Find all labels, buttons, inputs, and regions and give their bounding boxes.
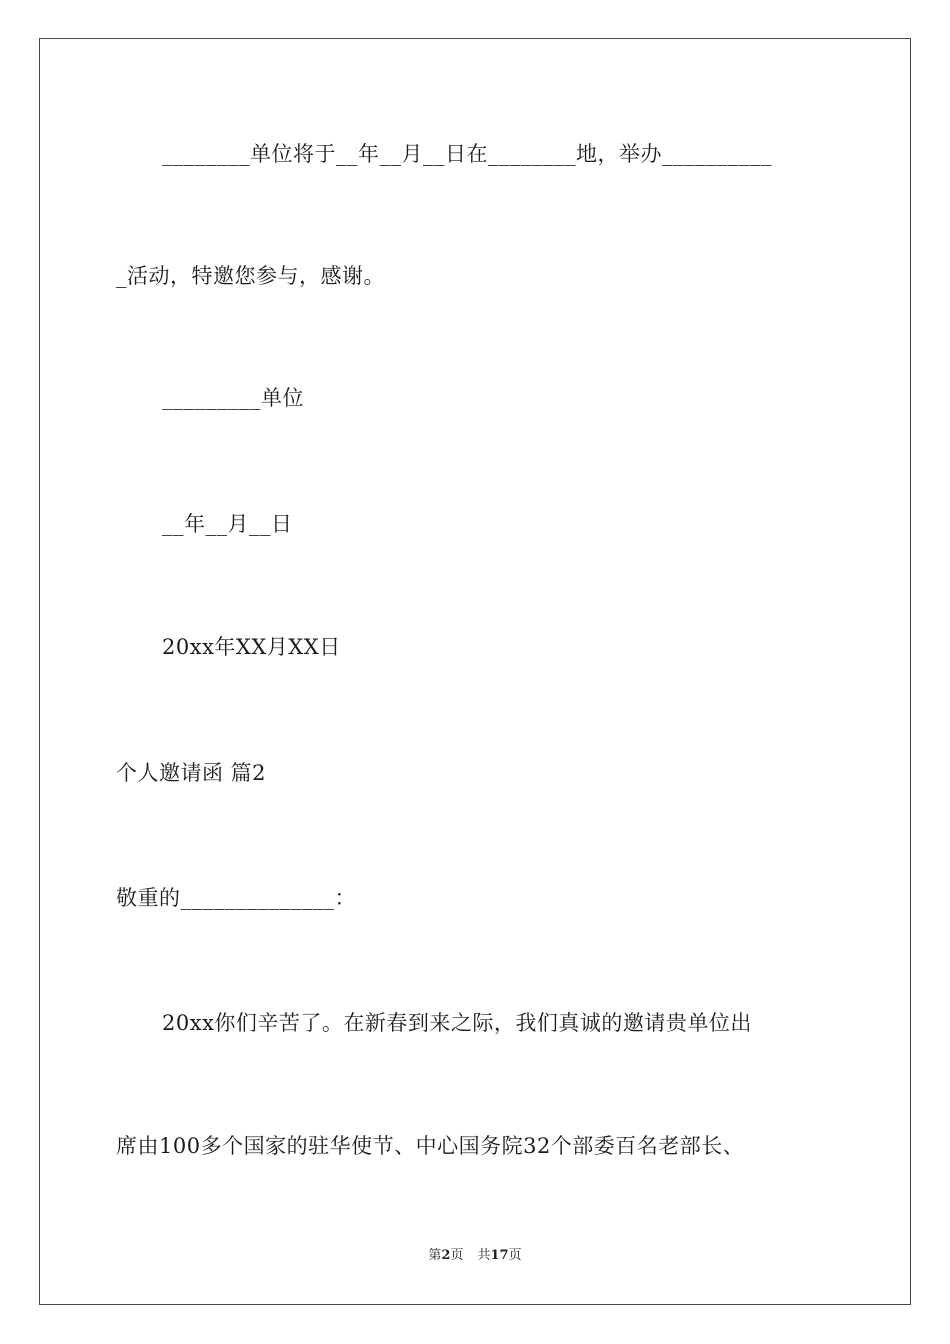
invitation-line-2: _活动，特邀您参与，感谢。	[116, 264, 385, 288]
document-date: 20xx年XX月XX日	[162, 635, 341, 659]
footer-total-prefix: 共	[477, 1248, 491, 1263]
footer-total-pages: 17	[490, 1248, 509, 1263]
footer-page-prefix: 第	[428, 1248, 442, 1263]
footer-page-suffix: 页	[450, 1248, 464, 1263]
invitation-line-1: ________单位将于__年__月__日在________地，举办__________	[162, 142, 772, 166]
footer-page-number: 2	[441, 1248, 451, 1263]
footer-total-suffix: 页	[508, 1248, 522, 1263]
page-border	[39, 38, 911, 1305]
body-paragraph-line-2: 席由100多个国家的驻华使节、中心国务院32个部委百名老部长、	[116, 1134, 745, 1158]
body-paragraph-line-1: 20xx你们辛苦了。在新春到来之际，我们真诚的邀请贵单位出	[162, 1011, 752, 1035]
signature-date-line: __年__月__日	[162, 512, 293, 536]
signature-unit-line: _________单位	[162, 386, 304, 410]
page-footer	[0, 1247, 950, 1265]
section-heading: 个人邀请函 篇2	[116, 761, 267, 785]
salutation-line: 敬重的______________：	[116, 886, 356, 910]
